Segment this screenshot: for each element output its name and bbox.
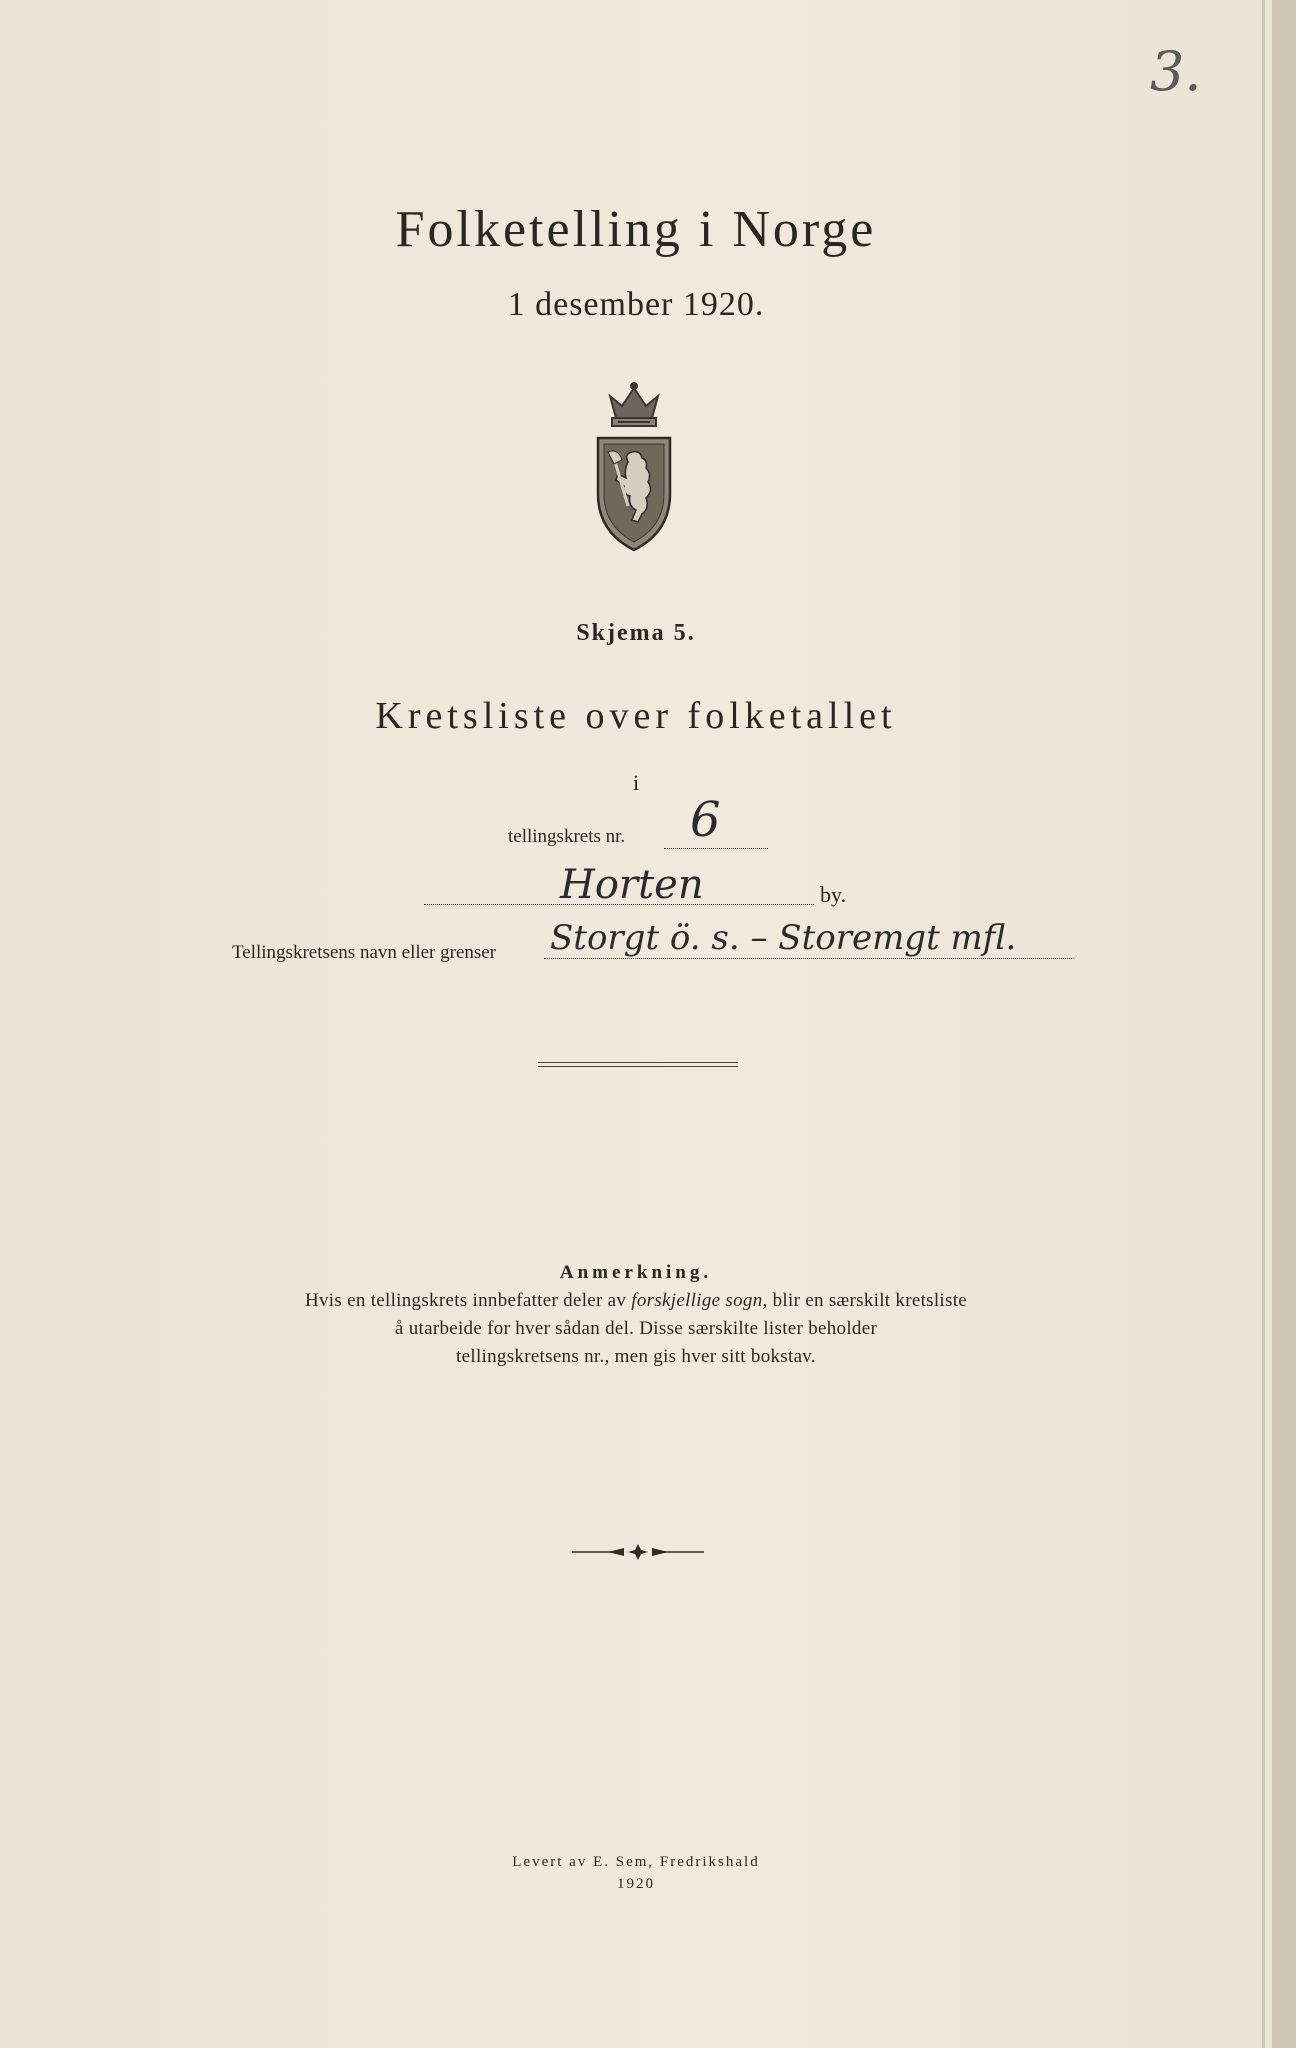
census-date: 1 desember 1920. <box>507 286 765 323</box>
district-number-label: tellingskrets nr. <box>508 826 626 847</box>
note-line-1-end: blir en særskilt kretsliste <box>767 1290 968 1311</box>
district-number-value: 6 <box>690 792 721 848</box>
form-title: Kretsliste over folketallet <box>375 695 897 737</box>
page-edge <box>1272 0 1296 2048</box>
note-heading: Anmerkning. <box>559 1262 713 1283</box>
district-bounds-value: Storgt ö. s. – Storemgt mfl. <box>550 918 1017 958</box>
district-number-line <box>664 848 768 849</box>
town-value: Horten <box>560 862 704 908</box>
note-line-1-start: Hvis en tellingskrets innbefatter deler av <box>304 1290 632 1311</box>
connector-text: i <box>632 770 640 795</box>
district-bounds-line <box>544 958 1074 959</box>
printer-year: 1920 <box>617 1876 655 1892</box>
divider-rule-bottom <box>538 1066 738 1067</box>
note-line-1 <box>0 1290 1272 1312</box>
note-line-3: tellingskretsens nr., men gis hver sitt bokstav. <box>456 1346 816 1367</box>
town-suffix: by. <box>820 882 847 907</box>
printer-credit: Levert av E. Sem, Fredrikshald <box>512 1854 760 1870</box>
note-line-2: å utarbeide for hver sådan del. Disse særskilte lister beholder <box>394 1318 878 1339</box>
divider-rule-top <box>538 1062 738 1063</box>
page-number: 3. <box>1150 40 1202 103</box>
document-title: Folketelling i Norge <box>395 201 877 258</box>
norwegian-lion-crest-icon <box>588 382 680 554</box>
district-bounds-label: Tellingskretsens navn eller grenser <box>232 942 497 963</box>
ornament-divider-icon <box>568 1542 708 1562</box>
schema-number: Skjema 5. <box>576 620 696 646</box>
note-line-1-emphasis: forskjellige sogn, <box>631 1290 768 1311</box>
